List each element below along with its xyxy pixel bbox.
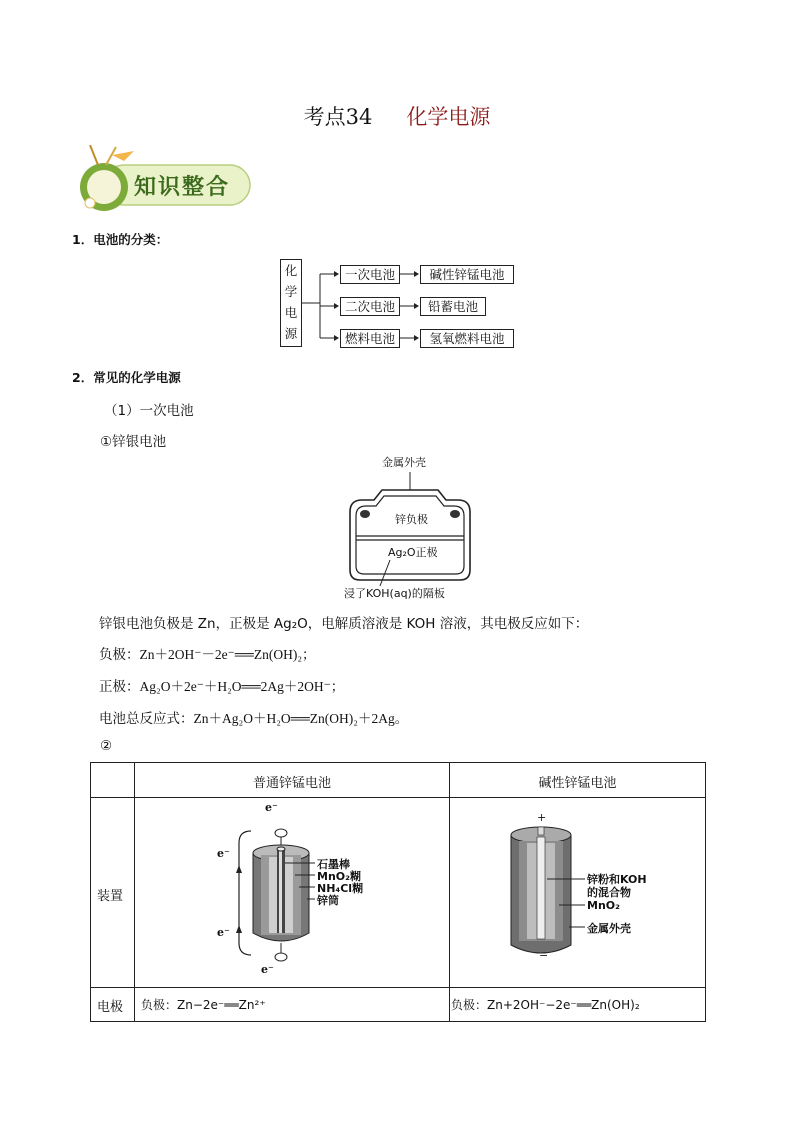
root-char: 源 bbox=[284, 326, 298, 341]
root-char: 电 bbox=[284, 305, 298, 320]
section-2-heading: 2．常见的化学电源 bbox=[72, 370, 181, 385]
electrode-ordinary: 负极：Zn−2e⁻══Zn²⁺ bbox=[141, 998, 266, 1012]
root-char: 学 bbox=[284, 284, 298, 299]
label-zinc-can: 锌筒 bbox=[317, 894, 339, 907]
type-secondary: 二次电池 bbox=[340, 297, 400, 316]
example-alkaline: 碱性锌锰电池 bbox=[420, 265, 514, 284]
zinc-silver-figure bbox=[340, 452, 490, 602]
label-anode: 锌负极 bbox=[395, 513, 428, 526]
label-mixture: 的混合物 bbox=[587, 886, 631, 899]
banner-text: 知识整合 bbox=[134, 175, 231, 200]
subsection-primary: （1）一次电池 bbox=[104, 403, 194, 419]
type-fuel: 燃料电池 bbox=[340, 329, 400, 348]
title-number: 考点34 bbox=[303, 105, 373, 129]
electron-left-lower: e⁻ bbox=[217, 926, 230, 939]
plus-terminal: + bbox=[537, 811, 547, 824]
page-title bbox=[0, 101, 794, 131]
item-zinc-silver: ①锌银电池 bbox=[100, 434, 167, 450]
electrode-alkaline: 负极：Zn+2OH⁻−2e⁻══Zn(OH)₂ bbox=[451, 998, 640, 1012]
label-cathode: Ag₂O正极 bbox=[388, 546, 438, 559]
label-mno2-alk: MnO₂ bbox=[587, 899, 620, 912]
label-metal-shell: 金属外壳 bbox=[587, 922, 631, 935]
zinc-silver-cell-diagram bbox=[340, 452, 490, 602]
example-hydrogen: 氢氧燃料电池 bbox=[420, 329, 514, 348]
total-reaction: 电池总反应式：Zn＋Ag₂O＋H₂O══Zn(OH)₂＋2Ag。 bbox=[99, 711, 409, 726]
electron-left-upper: e⁻ bbox=[217, 847, 230, 860]
section-1-heading: 1．电池的分类： bbox=[72, 232, 169, 247]
comparison-table bbox=[90, 762, 706, 1022]
row-electrode-label: 电极 bbox=[97, 1000, 124, 1015]
title-topic: 化学电源 bbox=[406, 105, 491, 129]
root-char: 化 bbox=[284, 263, 298, 278]
ordinary-cell-diagram bbox=[211, 803, 391, 983]
label-graphite: 石墨棒 bbox=[317, 858, 350, 871]
electron-top: e⁻ bbox=[265, 801, 278, 814]
label-nh4cl: NH₄Cl糊 bbox=[317, 882, 364, 895]
label-separator: 浸了KOH(aq)的隔板 bbox=[344, 587, 445, 600]
classification-diagram bbox=[280, 257, 520, 349]
row-device-label: 装置 bbox=[97, 889, 124, 904]
label-mno2: MnO₂糊 bbox=[317, 870, 361, 883]
positive-reaction: 正极：Ag₂O＋2e⁻＋H₂O══2Ag＋2OH⁻； bbox=[99, 679, 345, 694]
label-shell: 金属外壳 bbox=[382, 456, 426, 469]
type-primary: 一次电池 bbox=[340, 265, 400, 284]
ordinary-cell-figure bbox=[211, 803, 391, 983]
label-zinc-powder: 锌粉和KOH bbox=[587, 873, 647, 886]
example-lead: 铅蓄电池 bbox=[420, 297, 486, 316]
electron-bottom: e⁻ bbox=[261, 963, 274, 976]
header-ordinary: 普通锌锰电池 bbox=[252, 776, 331, 791]
negative-reaction: 负极：Zn＋2OH⁻－2e⁻══Zn(OH)₂； bbox=[99, 647, 316, 662]
item-zinc-manganese: ② bbox=[100, 738, 113, 754]
minus-terminal: − bbox=[539, 949, 549, 962]
knowledge-banner bbox=[74, 145, 254, 213]
header-alkaline: 碱性锌锰电池 bbox=[538, 776, 617, 791]
alkaline-cell-figure bbox=[501, 811, 691, 965]
zinc-silver-intro: 锌银电池负极是 Zn，正极是 Ag₂O，电解质溶液是 KOH 溶液，其电极反应如下： bbox=[99, 616, 589, 632]
